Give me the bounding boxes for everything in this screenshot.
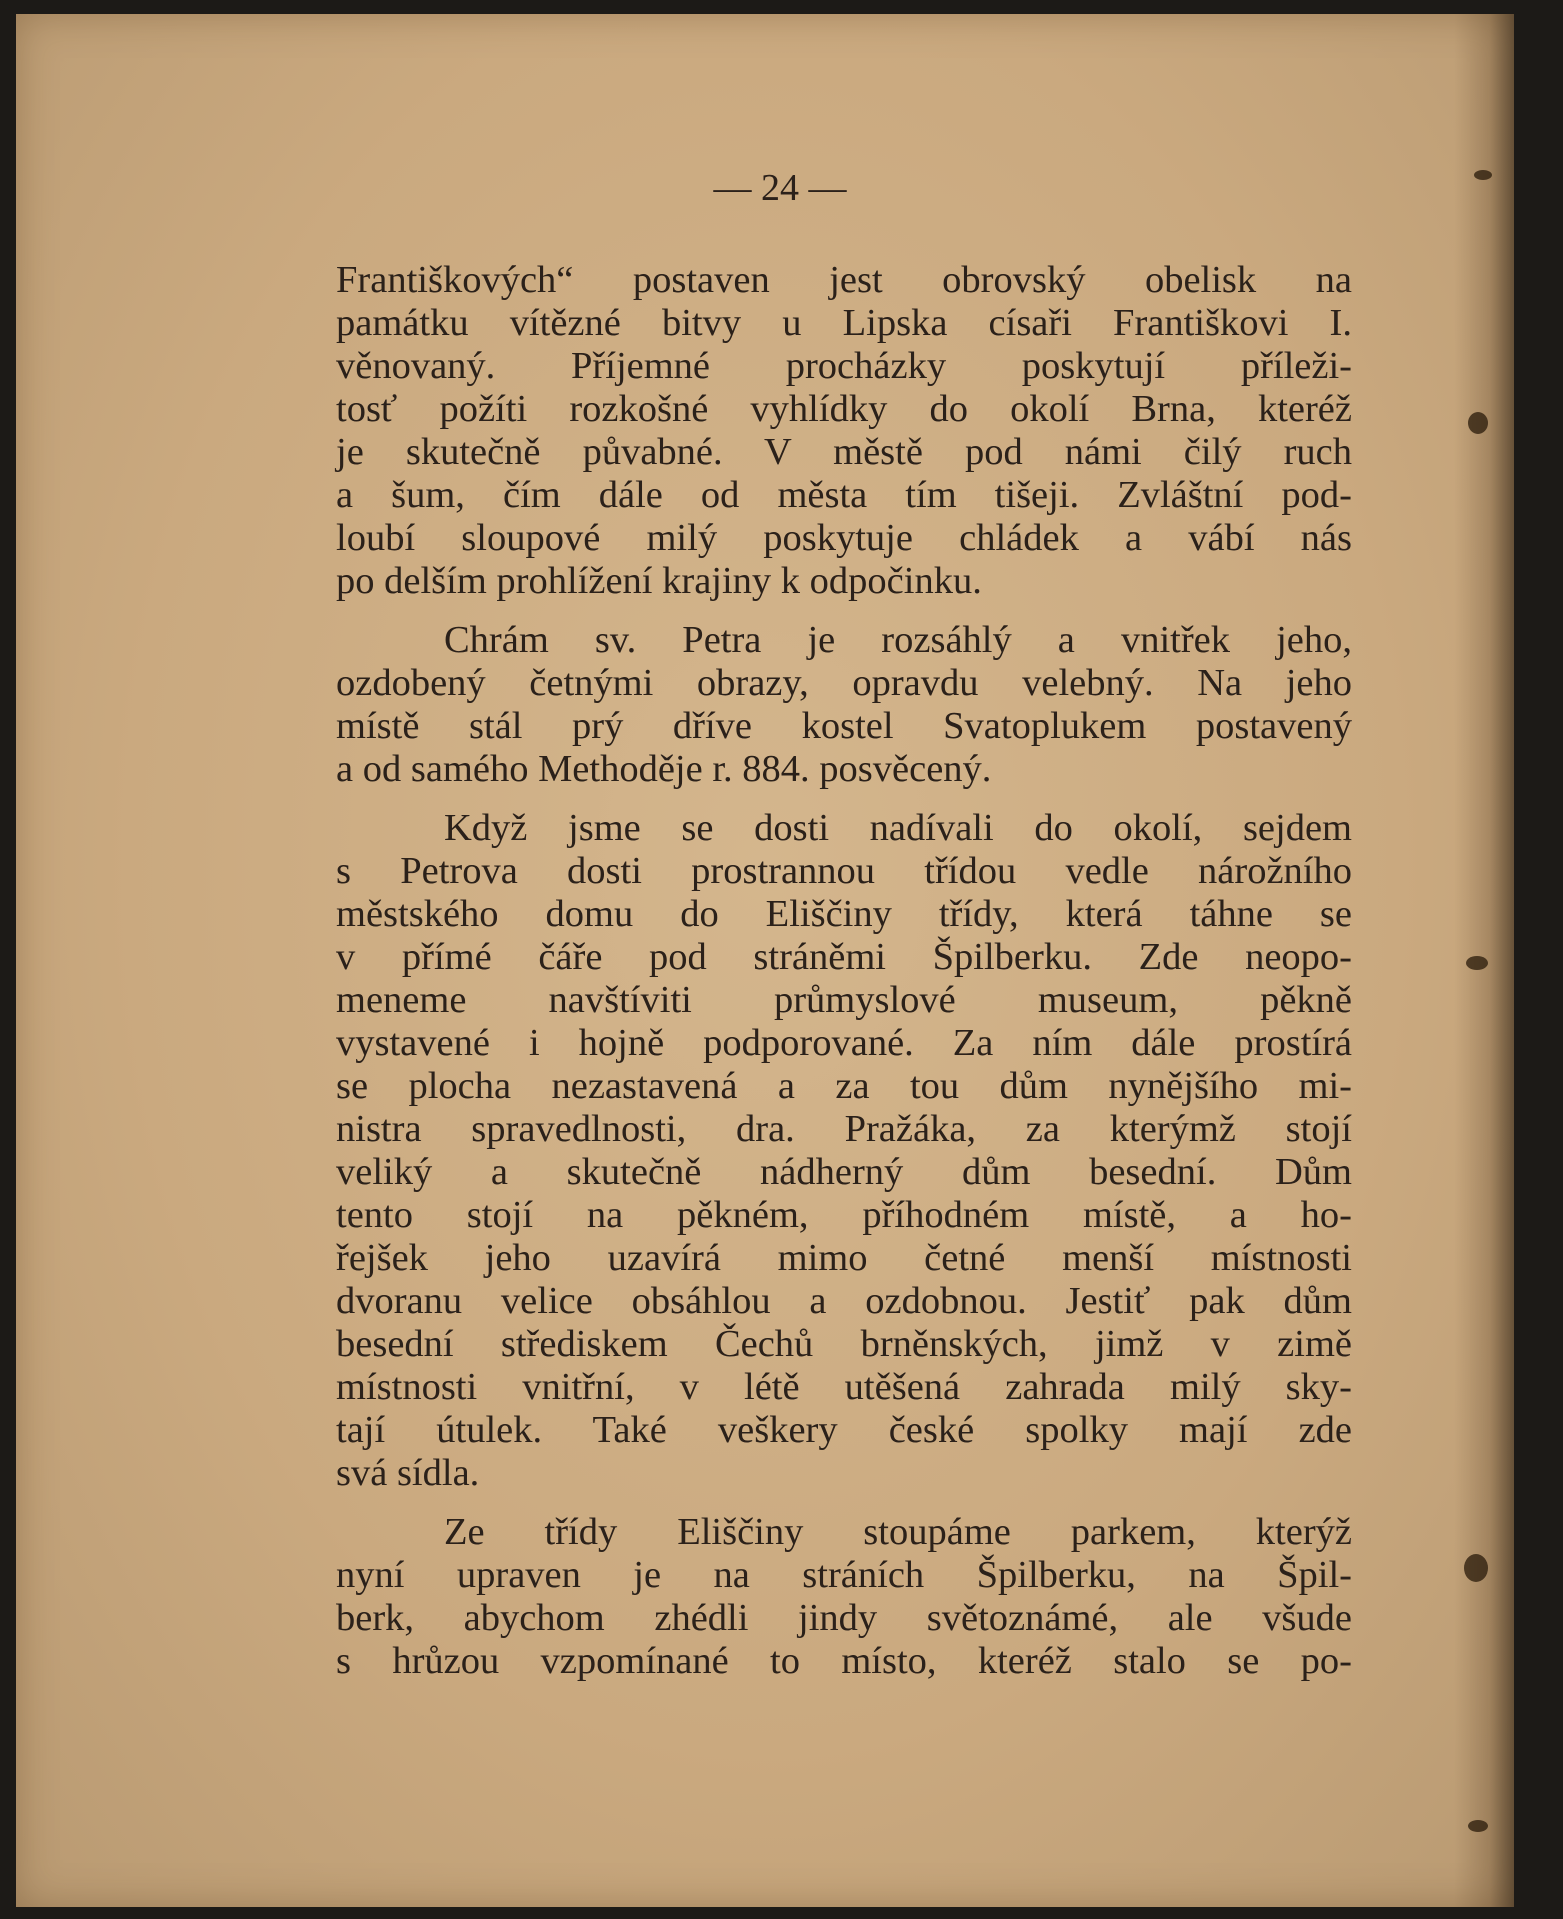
- text-line: svá sídla.: [336, 1452, 480, 1494]
- book-page: [16, 14, 1514, 1907]
- text-line: loubí sloupové milý poskytuje chládek a vábí nás: [336, 517, 1352, 559]
- binding-mark: [1468, 1820, 1488, 1832]
- body-text: [336, 259, 1352, 1683]
- text-line: a od samého Methoděje r. 884. posvěcený.: [336, 748, 992, 790]
- binding-mark: [1466, 956, 1488, 970]
- text-line: tají útulek. Také veškery české spolky mají zde: [336, 1409, 1352, 1451]
- paragraph-1: [336, 259, 1352, 603]
- text-line: a šum, čím dále od města tím tišeji. Zvláštní pod-: [336, 474, 1352, 516]
- paragraph-2: [336, 619, 1352, 791]
- text-line: Františkových“ postaven jest obrovský obelisk na: [336, 259, 1352, 301]
- text-line: řejšek jeho uzavírá mimo četné menší místnosti: [336, 1237, 1352, 1279]
- page-number: — 24 —: [713, 167, 847, 209]
- text-line: se plocha nezastavená a za tou dům nynějšího mi-: [336, 1065, 1352, 1107]
- text-line: místě stál prý dříve kostel Svatoplukem postavený: [336, 705, 1352, 747]
- text-line: veliký a skutečně nádherný dům besední. Dům: [336, 1151, 1352, 1193]
- text-line: Chrám sv. Petra je rozsáhlý a vnitřek jeho,: [444, 619, 1352, 661]
- text-line: berk, abychom zhédli jindy světoznámé, ale všude: [336, 1597, 1352, 1639]
- binding-mark: [1464, 1554, 1488, 1582]
- text-line: tosť požíti rozkošné vyhlídky do okolí Brna, kteréž: [336, 388, 1352, 430]
- text-line: nistra spravedlnosti, dra. Pražáka, za kterýmž stojí: [336, 1108, 1352, 1150]
- text-line: meneme navštíviti průmyslové museum, pěkně: [336, 979, 1352, 1021]
- text-line: ozdobený četnými obrazy, opravdu velebný. Na jeho: [336, 662, 1352, 704]
- paragraph-4: [336, 1511, 1352, 1683]
- text-line: tento stojí na pěkném, příhodném místě, a ho-: [336, 1194, 1352, 1236]
- text-line: vystavené i hojně podporované. Za ním dále prostírá: [336, 1022, 1352, 1064]
- text-line: památku vítězné bitvy u Lipska císaři Františkovi I.: [336, 302, 1352, 344]
- text-line: s hrůzou vzpomínané to místo, kteréž stalo se po-: [336, 1640, 1352, 1682]
- text-line: místnosti vnitřní, v létě utěšená zahrada milý sky-: [336, 1366, 1352, 1408]
- text-line: městského domu do Eliščiny třídy, která táhne se: [336, 893, 1352, 935]
- text-line: s Petrova dosti prostrannou třídou vedle nárožního: [336, 850, 1352, 892]
- text-line: nyní upraven je na stráních Špilberku, na Špil-: [336, 1554, 1352, 1596]
- text-line: je skutečně půvabné. V městě pod námi čilý ruch: [336, 431, 1352, 473]
- text-line: dvoranu velice obsáhlou a ozdobnou. Jestiť pak dům: [336, 1280, 1352, 1322]
- text-line: Ze třídy Eliščiny stoupáme parkem, kterýž: [444, 1511, 1352, 1553]
- text-line: věnovaný. Příjemné procházky poskytují příleži-: [336, 345, 1352, 387]
- text-line: v přímé čáře pod stráněmi Špilberku. Zde neopo-: [336, 936, 1352, 978]
- paragraph-3: [336, 807, 1352, 1495]
- text-line: po delším prohlížení krajiny k odpočinku.: [336, 560, 982, 602]
- binding-mark: [1468, 412, 1488, 434]
- text-line: Když jsme se dosti nadívali do okolí, sejdem: [444, 807, 1352, 849]
- text-line: besední střediskem Čechů brněnských, jimž v zimě: [336, 1323, 1352, 1365]
